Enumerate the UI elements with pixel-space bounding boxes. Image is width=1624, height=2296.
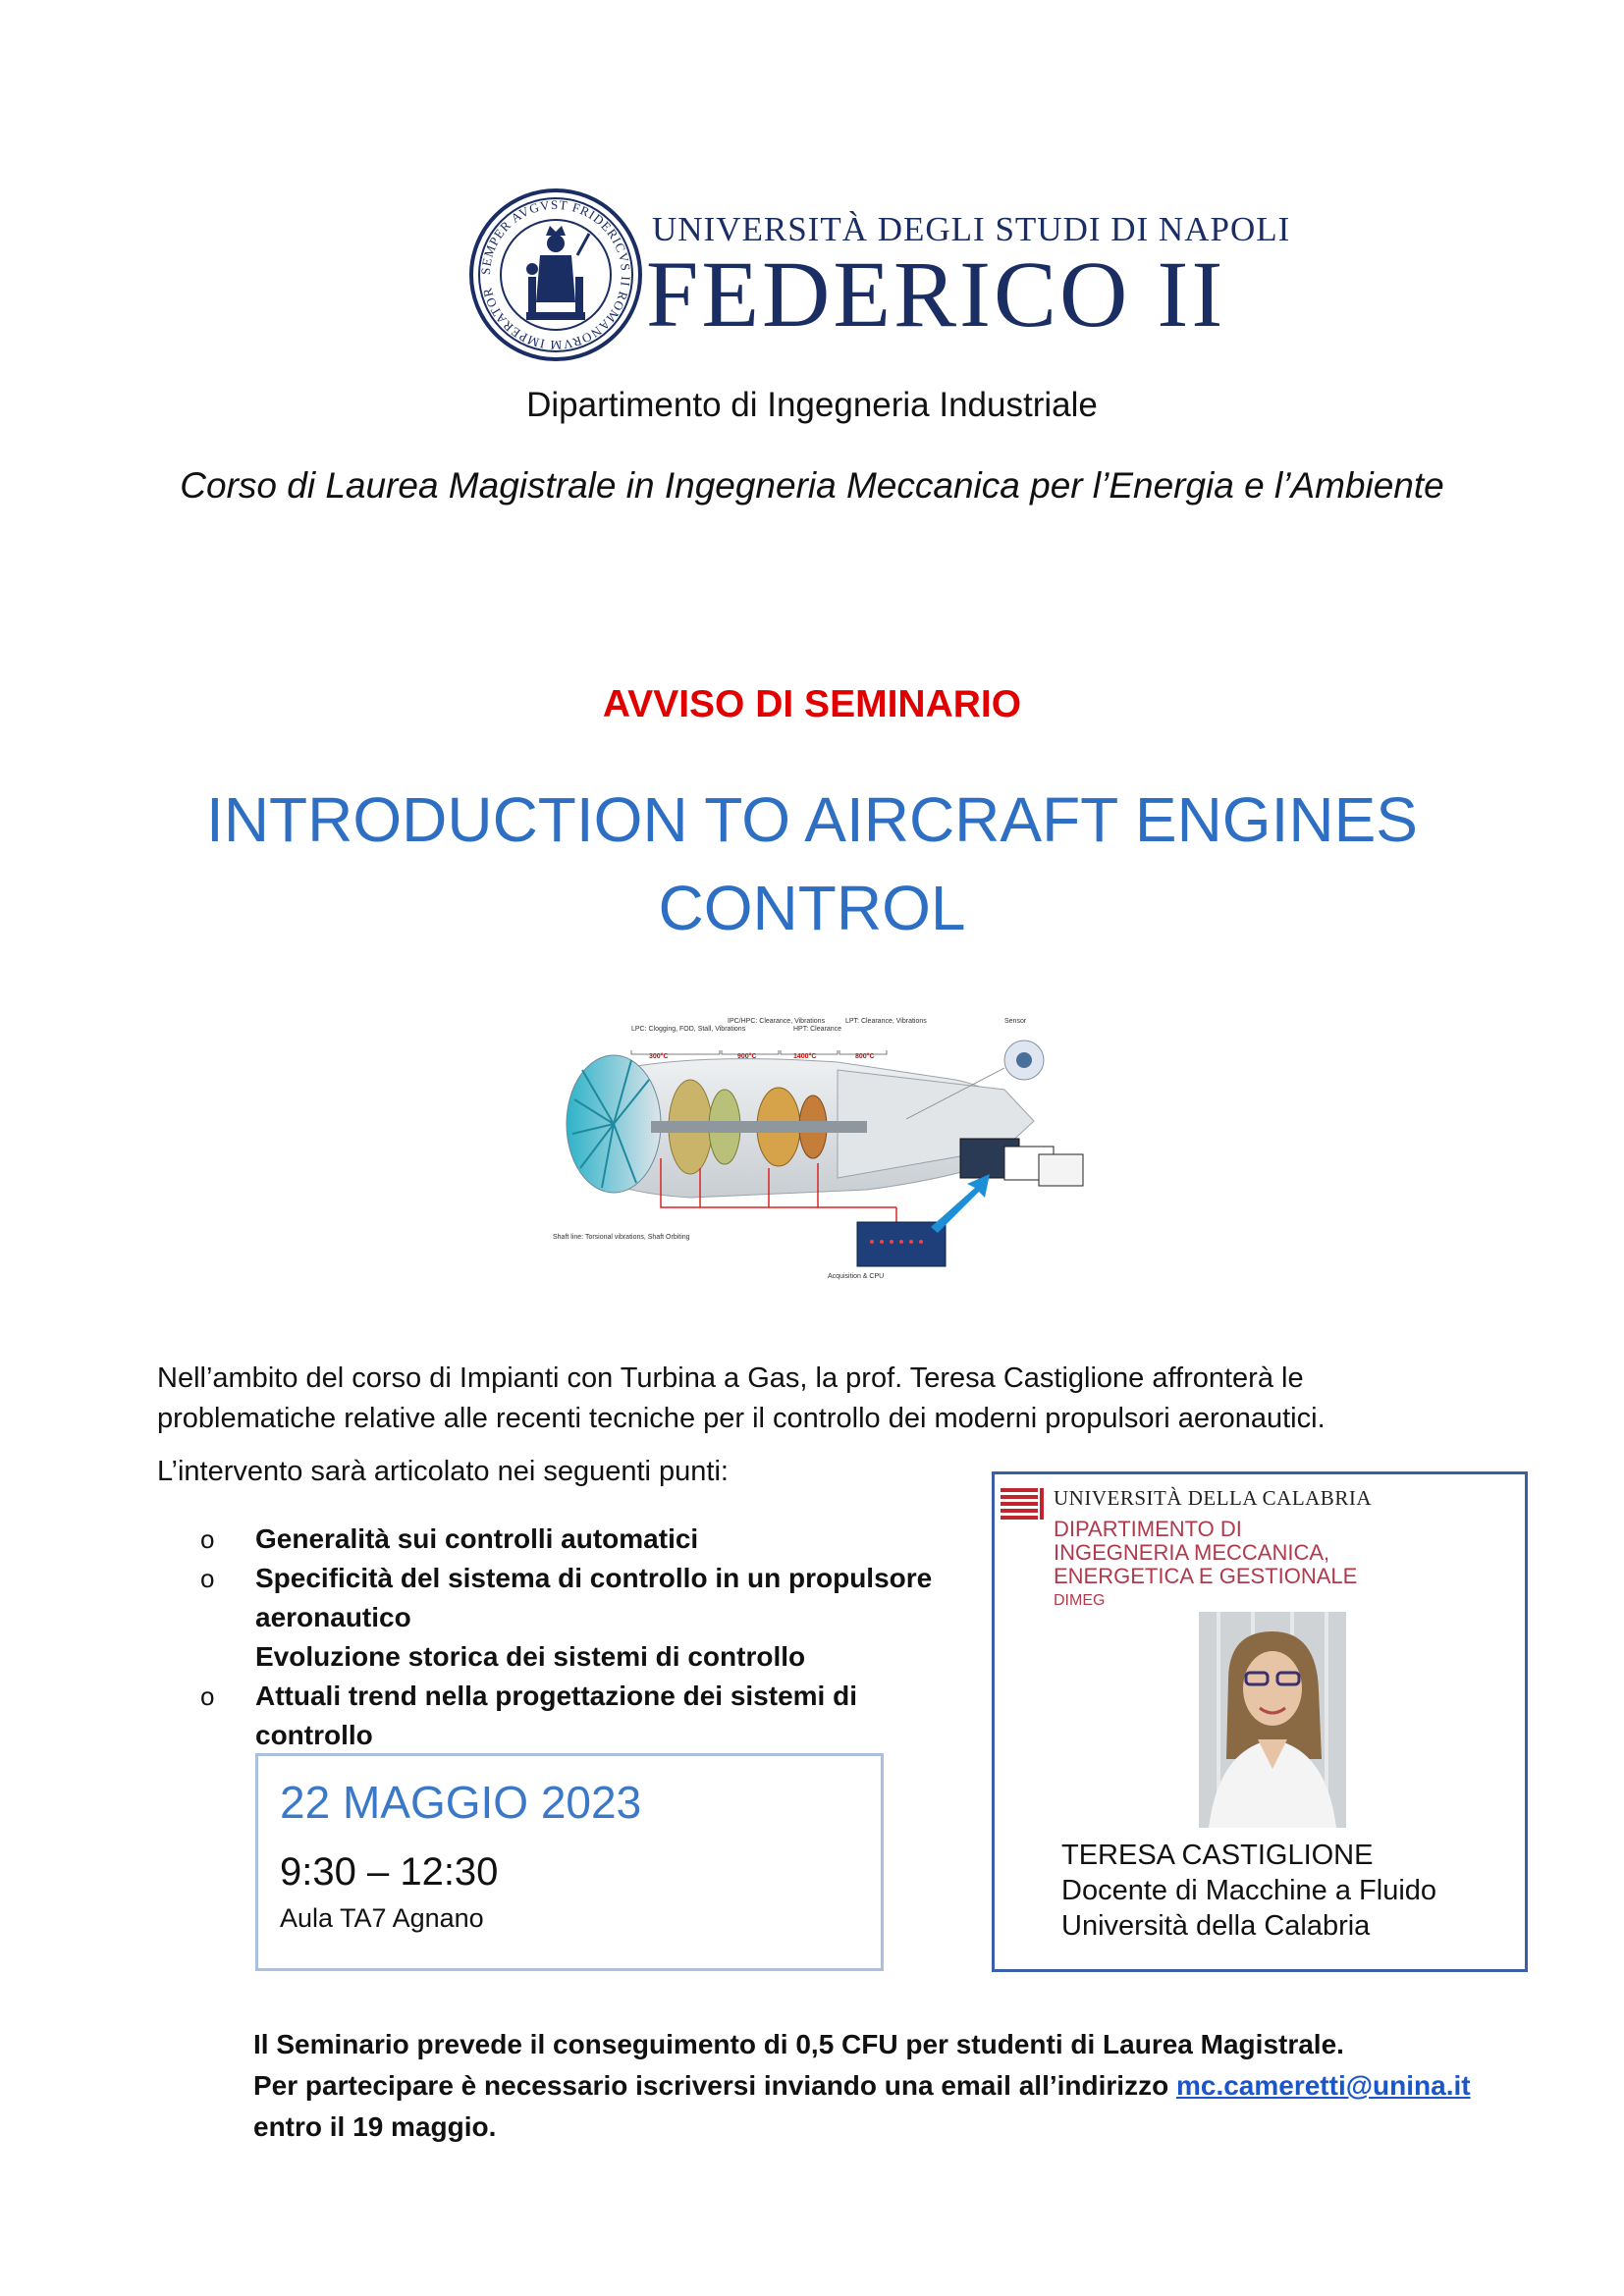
university-seal-logo (467, 187, 644, 363)
svg-text:800°C: 800°C (855, 1053, 875, 1060)
topic-list (200, 1520, 976, 1755)
svg-text:Sensor: Sensor (1004, 1018, 1027, 1025)
department-name: Dipartimento di Ingegneria Industriale (526, 386, 1098, 424)
svg-text:900°C: 900°C (737, 1053, 757, 1060)
seminar-notice-label: AVVISO DI SEMINARIO (602, 683, 1022, 725)
speaker-photo (1199, 1612, 1346, 1828)
svg-text:IPC/HPC: Clearance, Vibrations: IPC/HPC: Clearance, Vibrations (728, 1018, 826, 1025)
speaker-info (1061, 1838, 1436, 1944)
bullet-circle-icon: o (200, 1682, 215, 1711)
svg-text:1400°C: 1400°C (793, 1053, 817, 1060)
list-item: Evoluzione storica dei sistemi di controllo (255, 1641, 806, 1672)
deadline-note: entro il 19 maggio. (253, 2111, 497, 2142)
university-name-line2: FEDERICO II (646, 241, 1226, 347)
svg-text:300°C: 300°C (649, 1053, 669, 1060)
svg-text:HPT: Clearance: HPT: Clearance (793, 1026, 842, 1033)
speaker-name: TERESA CASTIGLIONE (1061, 1840, 1374, 1871)
department-code: DIMEG (1054, 1592, 1106, 1609)
list-item: o Specificità del sistema di controllo in un propulsore aeronautico (200, 1559, 976, 1637)
svg-text:SEMPER AVGVST FRIDERICVS II RO: SEMPER AVGVST FRIDERICVS II ROMANORVM IMPERATOR (477, 196, 634, 353)
unical-logo-icon (1001, 1486, 1056, 1523)
aircraft-engine-illustration (543, 1011, 1093, 1286)
points-intro: L’intervento sarà articolato nei seguenti punti: (157, 1456, 729, 1487)
university-name-line1: UNIVERSITÀ DEGLI STUDI DI NAPOLI (652, 210, 1291, 248)
bullet-circle-icon: o (200, 1564, 215, 1593)
cfu-note: Il Seminario prevede il conseguimento di 0,5 CFU per studenti di Laurea Magistrale. (253, 2029, 1344, 2059)
event-time: 9:30 – 12:30 (280, 1850, 499, 1894)
intro-paragraph: Nell’ambito del corso di Impianti con Turbina a Gas, la prof. Teresa Castiglione affronterà le problematiche relative alle recenti tecniche per il controllo dei moderni propulsori aeronautici. (157, 1362, 1326, 1434)
seminar-title: INTRODUCTION TO AIRCRAFT ENGINES CONTROL (206, 784, 1418, 943)
speaker-card (992, 1471, 1528, 1972)
registration-note: Per partecipare è necessario iscriversi inviando una email all’indirizzo mc.cameretti@unina.it (253, 2070, 1471, 2101)
event-room: Aula TA7 Agnano (280, 1903, 484, 1933)
speaker-department: DIPARTIMENTO DI INGEGNERIA MECCANICA, ENERGETICA E GESTIONALE (1054, 1517, 1358, 1588)
svg-text:LPC: Clogging, FOD, Stall, Vib: LPC: Clogging, FOD, Stall, Vibrations (631, 1026, 746, 1033)
registration-info (253, 2024, 1471, 2148)
email-link[interactable]: mc.cameretti@unina.it (1175, 2070, 1471, 2101)
speaker-affiliation: Università della Calabria (1061, 1910, 1371, 1942)
list-item: o Generalità sui controlli automatici (200, 1520, 976, 1559)
event-date: 22 MAGGIO 2023 (280, 1777, 642, 1828)
speaker-role: Docente di Macchine a Fluido (1061, 1875, 1437, 1906)
bullet-circle-icon: o (200, 1524, 215, 1554)
course-name: Corso di Laurea Magistrale in Ingegneria Meccanica per l’Energia e l’Ambiente (180, 465, 1444, 506)
event-date-box (255, 1753, 884, 1971)
svg-text:LPT: Clearance, Vibrations: LPT: Clearance, Vibrations (845, 1018, 927, 1025)
speaker-university-logo-text: UNIVERSITÀ DELLA CALABRIA (1054, 1486, 1372, 1510)
list-item: o Attuali trend nella progettazione dei sistemi di controllo (200, 1677, 976, 1755)
svg-text:Shaft line: Torsional vibratio: Shaft line: Torsional vibrations, Shaft Orbiting (553, 1234, 690, 1241)
svg-text:Acquisition & CPU: Acquisition & CPU (828, 1273, 885, 1280)
